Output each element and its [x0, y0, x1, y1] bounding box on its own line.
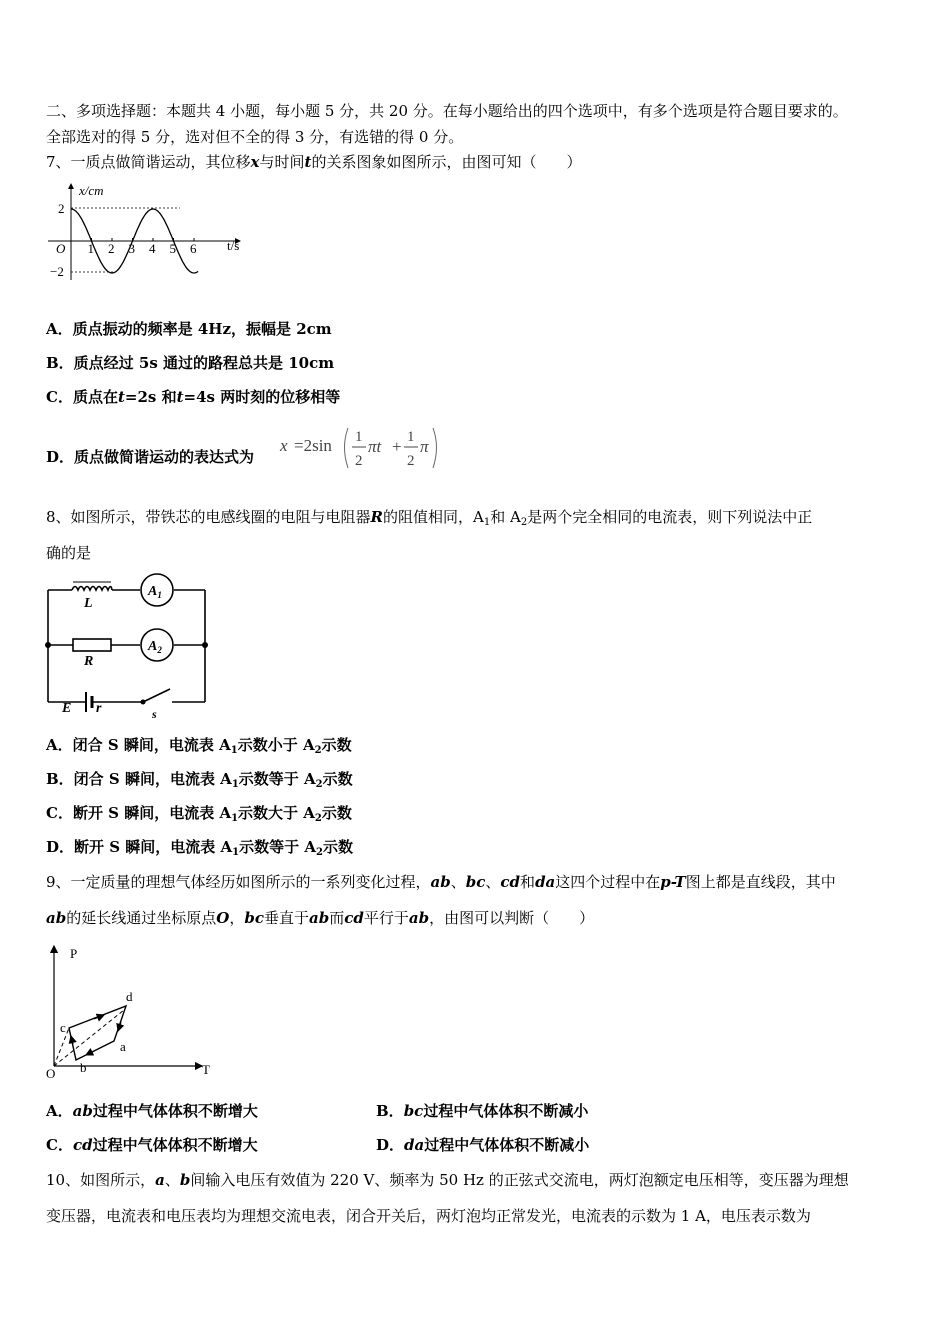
q8-option-a[interactable]: A．闭合 S 瞬间，电流表 $A_1$示数小于 $A_2$示数: [46, 736, 352, 756]
q8-stem-text2: 的阻值相同，A: [383, 508, 484, 526]
q7-sine-graph: [44, 178, 254, 288]
label-small-r: r: [96, 701, 102, 716]
label-r: R: [84, 654, 94, 669]
q8-sub1: 1: [483, 517, 491, 528]
inductor-coil: [72, 587, 112, 591]
q9-label-o: O: [46, 1066, 56, 1081]
switch-blade: [143, 689, 170, 702]
q7-tick-label: 5: [169, 241, 176, 256]
q7-tick-label: 2: [108, 241, 115, 256]
formula-num2: 1: [407, 429, 415, 445]
label-e: E: [62, 701, 72, 716]
formula-num1: 1: [355, 429, 363, 445]
q8-option-b[interactable]: B．闭合 S 瞬间，电流表 $A_1$示数等于 $A_2$示数: [46, 770, 353, 790]
q7-c-t2: t: [176, 388, 184, 406]
q9-pt-graph: [42, 940, 222, 1082]
q7-ylabel: x/cm: [79, 183, 104, 198]
junction-right: [202, 642, 208, 648]
q7-d-text: D．质点做简谐运动的表达式为: [46, 448, 255, 466]
q9-stem-line2: ab的延长线通过坐标原点O，bc垂直于ab而cd平行于ab，由图可以判断（ ）: [46, 909, 595, 927]
label-a2: $A_2$: [148, 639, 162, 655]
q7-stem-text: 7、一质点做简谐运动，其位移: [46, 153, 251, 171]
formula-pi: π: [420, 437, 429, 456]
q7-c-text2: =2s 和: [124, 388, 177, 406]
q8-stem-line2: 确的是: [46, 544, 92, 562]
q8-stem-text3: 和 A: [490, 508, 521, 526]
q7-c-text: C．质点在: [46, 388, 118, 406]
q7-tick-label: 4: [149, 241, 156, 256]
section-heading-line1: 二、多项选择题：本题共 4 小题，每小题 5 分，共 20 分。在每小题给出的四个选项中，有多个选项是符合题目要求的。: [46, 102, 848, 120]
q7-var-x: x: [250, 153, 260, 171]
q9-option-a[interactable]: A．ab过程中气体体积不断增大: [46, 1102, 258, 1120]
q7-option-a[interactable]: A．质点振动的频率是 4Hz，振幅是 2cm: [46, 320, 332, 338]
q8-option-d[interactable]: D．断开 S 瞬间，电流表 $A_1$示数等于 $A_2$示数: [46, 838, 353, 858]
q9-label-c: c: [60, 1020, 66, 1035]
label-s: s: [152, 707, 157, 721]
formula-lparen: [345, 428, 349, 468]
formula-sin: =2sin: [294, 436, 332, 455]
q9-option-c[interactable]: C．cd过程中气体体积不断增大: [46, 1136, 258, 1154]
label-l: L: [84, 596, 93, 611]
q9-label-a: a: [120, 1039, 126, 1054]
q9-option-d[interactable]: D．da过程中气体体积不断减小: [376, 1136, 590, 1154]
label-a1: $A_1$: [148, 584, 162, 600]
q7-c-t1: t: [117, 388, 125, 406]
q7-stem: [46, 152, 581, 172]
formula-pit: πt: [368, 437, 382, 456]
q9-label-t: T: [202, 1062, 210, 1077]
q8-stem-text4: 是两个完全相同的电流表，则下列说法中正: [527, 508, 813, 526]
q7-xlabel: t/s: [227, 238, 240, 253]
q8-circuit-diagram: [40, 572, 215, 722]
formula-rparen: [433, 428, 437, 468]
q7-ytick-neg2: −2: [50, 264, 64, 279]
q9-option-b[interactable]: B．bc过程中气体体积不断减小: [376, 1102, 589, 1120]
q7-ytick-2: 2: [58, 201, 65, 216]
q8-var-r: R: [370, 508, 384, 526]
formula-den1: 2: [355, 453, 363, 469]
q8-sub2: 2: [520, 517, 528, 528]
q9-arrow-cd: [94, 1015, 104, 1019]
q9-label-b: b: [80, 1060, 87, 1075]
q7-stem-text2: 与时间: [259, 153, 305, 171]
q9-cycle-path: [69, 1006, 126, 1060]
q7-tick-label: 3: [128, 241, 135, 256]
q7-d-formula: [278, 423, 448, 473]
q10-stem: 10、如图所示，a、b间输入电压有效值为 220 V、频率为 50 Hz 的正弦式交流电，两灯泡额定电压相等，变压器为理想: [46, 1171, 849, 1189]
switch-pivot: [141, 700, 146, 705]
q7-tick-label: 1: [87, 241, 94, 256]
q7-stem-text3: 的关系图象如图所示，由图可知（ ）: [311, 153, 582, 171]
q8-option-c[interactable]: C．断开 S 瞬间，电流表 $A_1$示数大于 $A_2$示数: [46, 804, 352, 824]
formula-den2: 2: [407, 453, 415, 469]
section-heading-line2: 全部选对的得 5 分，选对但不全的得 3 分，有选错的得 0 分。: [46, 128, 464, 146]
q7-origin: O: [56, 241, 66, 256]
q9-stem: 9、一定质量的理想气体经历如图所示的一系列变化过程，ab、bc、cd和da这四个过程中在p-T图上都是直线段，其中: [46, 873, 836, 891]
q7-c-text3: =4s 两时刻的位移相等: [183, 388, 341, 406]
q7-option-d[interactable]: [46, 447, 254, 467]
q9-label-d: d: [126, 989, 133, 1004]
q7-option-c[interactable]: [46, 387, 340, 407]
resistor-r: [73, 639, 111, 651]
q8-stem-text: 8、如图所示，带铁芯的电感线圈的电阻与电阻器: [46, 508, 371, 526]
q7-tick-label: 6: [190, 241, 197, 256]
formula-plus: +: [392, 437, 402, 456]
q9-label-p: P: [70, 946, 78, 961]
q8-stem: [46, 507, 812, 533]
formula-x: x: [280, 436, 288, 455]
junction-left: [45, 642, 51, 648]
q9-dashed-origin-a: [54, 1010, 124, 1066]
q9-arrow-ab: [86, 1051, 94, 1055]
q7-option-b[interactable]: B．质点经过 5s 通过的路程总共是 10cm: [46, 354, 335, 372]
q7-var-t: t: [304, 153, 312, 171]
q10-stem-line2: 变压器，电流表和电压表均为理想交流电表，闭合开关后，两灯泡均正常发光，电流表的示数为 1 A，电压表示数为: [46, 1207, 811, 1225]
